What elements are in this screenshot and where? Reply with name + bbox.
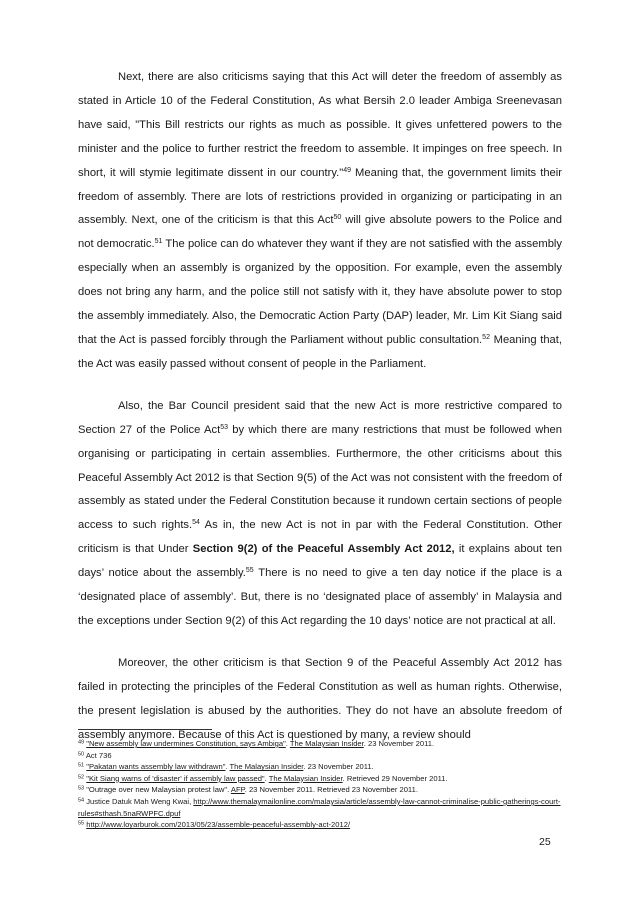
text-run: As in, the new Act is not in par with the Federal Constitution. Other criticism is that Under — [78, 519, 562, 556]
footnote — [78, 773, 562, 785]
text-run: Moreover, the other criticism is that Section 9 of the Peaceful Assembly Act 2012 has failed in protecting the principles of the Federal Constitution as well as human rights. Otherwise, the present legislation is abused by the authorities. They do not have an absolute freedom of assembly anymore. Because of this Act is questioned by many, a review should — [78, 656, 562, 741]
text-run: . — [264, 773, 269, 783]
footnote-ref: 53 — [78, 785, 85, 792]
text-run: Act 736 — [84, 750, 112, 760]
text-run: . 23 November 2011. — [363, 739, 435, 748]
text-run: by which there are many restrictions that must be followed when organising or participating in certain assemblies. Furthermore, the other criticisms about this Peaceful Assembly Act 2012 is that Section 9(5) of the Act was not consistent with the freedom of assembly as stated under the Federal Constitution because it rundown certain sections of people access to such rights. — [78, 423, 562, 532]
footnote-ref: 50 — [78, 751, 85, 758]
footnote-ref: 54 — [78, 797, 85, 804]
paragraph — [78, 66, 562, 377]
footnote-ref: 52 — [78, 774, 85, 781]
text-run: it explains about ten days’ notice about the assembly. — [78, 543, 562, 580]
text-run: . Retrieved 29 November 2011. — [342, 773, 448, 783]
text-run: There is no need to give a ten day notice if the place is a ‘designated place of assembly’. But, there is no ‘designated place of assembly’ in Malaysia and the exceptions under Section 9(2) of this Act regarding the 10 days’ notice are not practical at all. — [78, 567, 562, 627]
paragraph — [78, 395, 562, 634]
underlined-citation: "Kit Siang warns of 'disaster' if assembly law passed" — [86, 773, 265, 783]
text-run: . — [225, 762, 230, 772]
underlined-citation: The Malaysian Insider — [268, 773, 343, 783]
footnote — [78, 796, 562, 819]
text-run: will give absolute powers to the Police and not democratic. — [78, 214, 562, 251]
body-text — [78, 66, 562, 747]
text-run: Meaning that, the Act was easily passed without consent of people in the Parliament. — [78, 333, 562, 370]
page-number: 25 — [539, 836, 551, 848]
footnote-ref: 49 — [343, 166, 351, 174]
footnote-ref: 52 — [482, 334, 490, 342]
underlined-citation: "Pakatan wants assembly law withdrawn" — [86, 762, 226, 772]
footnote-ref: 54 — [192, 519, 200, 527]
text-run: Next, there are also criticisms saying that this Act will deter the freedom of assembly as stated in Article 10 of the Federal Constitution, As what Bersih 2.0 leader Ambiga Sreenevasan have said, "This Bill restricts our rights as much as possible. It gives unfettered powers to the minister and the police to further restrict the freedom to assemble. It impinges on free speech. In short, it will stymie legitimate dissent in our country." — [78, 71, 562, 179]
footnote — [78, 750, 562, 762]
footnote — [78, 819, 562, 831]
footnote — [78, 761, 562, 773]
footnote-ref: 51 — [78, 762, 85, 769]
footnote-ref: 51 — [154, 238, 163, 246]
footnote-separator — [78, 729, 212, 730]
footnote — [78, 738, 562, 750]
text-run: "Outrage over new Malaysian protest law". — [84, 785, 231, 795]
text-run: Also, the Bar Council president said that the new Act is more restrictive compared to Section 27 of the Police Act — [78, 399, 562, 436]
underlined-citation: AFP — [230, 785, 245, 795]
bold-text: Section 9(2) of the Peaceful Assembly Act 2012, — [192, 543, 455, 556]
text-run: The police can do whatever they want if they are not satisfied with the assembly especially when an assembly is organized by the opposition. For example, even the assembly does not bring any harm, and the police still not satisfy with it, they have absolute power to stop the assembly immediately. Also, the Democratic Action Party (DAP) leader, Mr. Lim Kit Siang said that the Act is passed forcibly through the Parliament without public consultation. — [78, 238, 562, 346]
footnote-ref: 49 — [78, 739, 85, 746]
text-run: . 23 November 2011. Retrieved 23 November 2011. — [244, 785, 418, 795]
footnotes — [78, 738, 562, 831]
footnote — [78, 784, 562, 796]
text-run: Justice Datuk Mah Weng Kwai, — [84, 796, 194, 806]
paragraph — [78, 652, 562, 748]
footnote-ref: 55 — [78, 820, 85, 827]
underlined-citation: "New assembly law undermines Constitution, says Ambiga" — [86, 739, 286, 748]
text-run: . — [285, 739, 290, 748]
underlined-citation: http://www.loyarburok.com/2013/05/23/assemble-peaceful-assembly-act-2012/ — [86, 820, 351, 830]
text-run: . 23 November 2011. — [303, 762, 374, 772]
footnote-ref: 50 — [333, 214, 342, 222]
text-run: Meaning that, the government limits their freedom of assembly. There are lots of restrictions provided in organizing or participating in an assembly. Next, one of the criticism is that this Act — [78, 166, 562, 227]
underlined-citation: The Malaysian Insider — [229, 762, 304, 772]
underlined-citation: The Malaysian Insider — [289, 739, 364, 748]
footnote-ref: 53 — [220, 423, 228, 431]
underlined-citation: http://www.themalaymailonline.com/malaysia/article/assembly-law-cannot-criminalise-public-gatherings-court-rules#sthash.5naRWPFC.dpuf — [78, 796, 561, 818]
footnote-ref: 55 — [245, 567, 254, 575]
